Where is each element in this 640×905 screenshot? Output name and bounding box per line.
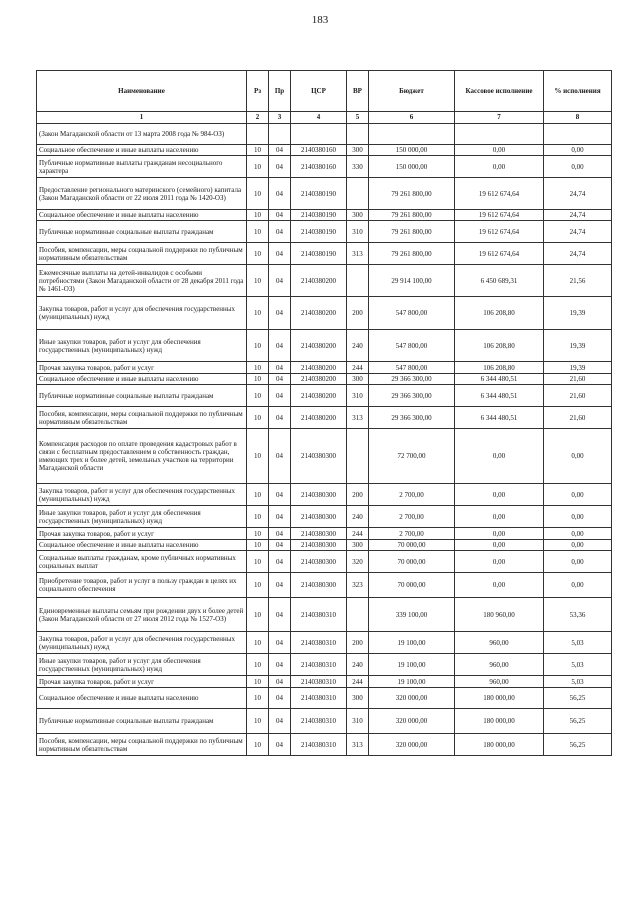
cell-pr: 04 [269,709,291,734]
cell-budget: 70 000,00 [369,573,455,598]
cell-cash: 0,00 [455,540,544,551]
cell-name: Закупка товаров, работ и услуг для обеспечения государственных (муниципальных) нужд [37,484,247,506]
cell-budget: 19 100,00 [369,632,455,654]
cell-csr: 2140380200 [291,385,347,407]
cell-vr: 244 [347,528,369,540]
cell-csr: 2140380200 [291,407,347,429]
cell-name: Социальное обеспечение и иные выплаты населению [37,540,247,551]
cell-csr: 2140380200 [291,297,347,330]
table-row [37,243,612,265]
cell-budget: 29 366 300,00 [369,407,455,429]
cell-cash: 0,00 [455,551,544,573]
cell-pr: 04 [269,654,291,676]
cell-csr: 2140380300 [291,573,347,598]
cell-name: Прочая закупка товаров, работ и услуг [37,676,247,688]
cell-percent: 0,00 [544,484,612,506]
cell-budget: 19 100,00 [369,676,455,688]
cell-csr [291,124,347,145]
cell-budget: 2 700,00 [369,506,455,528]
cell-rz: 10 [247,551,269,573]
cell-rz: 10 [247,734,269,756]
cell-cash: 0,00 [455,156,544,178]
cell-rz [247,124,269,145]
table-row [37,551,612,573]
cell-cash: 6 344 480,51 [455,374,544,385]
cell-csr: 2140380190 [291,210,347,221]
cell-vr: 244 [347,362,369,374]
cell-cash: 106 208,80 [455,297,544,330]
cell-pr: 04 [269,385,291,407]
cell-rz: 10 [247,385,269,407]
budget-execution-table [36,70,612,756]
cell-budget: 320 000,00 [369,734,455,756]
table-row [37,676,612,688]
cell-csr: 2140380160 [291,156,347,178]
cell-name: Публичные нормативные выплаты гражданам несоциального характера [37,156,247,178]
cell-csr: 2140380190 [291,221,347,243]
cell-rz: 10 [247,632,269,654]
cell-csr: 2140380200 [291,362,347,374]
cell-rz: 10 [247,221,269,243]
cell-vr: 300 [347,145,369,156]
cell-budget: 29 914 100,00 [369,265,455,297]
cell-vr: 200 [347,632,369,654]
cell-csr: 2140380300 [291,484,347,506]
cell-percent: 19,39 [544,362,612,374]
cell-name: Социальное обеспечение и иные выплаты населению [37,374,247,385]
cell-vr: 320 [347,551,369,573]
cell-budget: 29 366 300,00 [369,374,455,385]
cell-vr: 330 [347,156,369,178]
cell-percent: 0,00 [544,429,612,484]
cell-vr [347,429,369,484]
cell-pr: 04 [269,297,291,330]
cell-vr: 313 [347,243,369,265]
cell-pr: 04 [269,156,291,178]
cell-rz: 10 [247,407,269,429]
table-row [37,210,612,221]
table-row [37,429,612,484]
cell-cash: 19 612 674,64 [455,210,544,221]
cell-rz: 10 [247,506,269,528]
cell-name: Социальное обеспечение и иные выплаты населению [37,688,247,709]
cell-budget: 150 000,00 [369,156,455,178]
table-row [37,632,612,654]
cell-percent: 24,74 [544,178,612,210]
table-row [37,221,612,243]
cell-pr: 04 [269,265,291,297]
header-name: Наименование [37,71,247,112]
cell-budget: 320 000,00 [369,688,455,709]
cell-vr [347,265,369,297]
cell-vr: 300 [347,210,369,221]
cell-percent: 21,60 [544,385,612,407]
cell-vr: 313 [347,734,369,756]
cell-pr: 04 [269,506,291,528]
cell-pr: 04 [269,632,291,654]
cell-cash [455,124,544,145]
table-row [37,407,612,429]
table-row [37,330,612,362]
cell-rz: 10 [247,709,269,734]
cell-vr: 313 [347,407,369,429]
cell-csr: 2140380310 [291,676,347,688]
cell-budget: 29 366 300,00 [369,385,455,407]
cell-cash: 180 960,00 [455,598,544,632]
cell-name: Закупка товаров, работ и услуг для обеспечения государственных (муниципальных) нужд [37,632,247,654]
cell-name: Прочая закупка товаров, работ и услуг [37,528,247,540]
cell-percent: 0,00 [544,145,612,156]
cell-rz: 10 [247,598,269,632]
cell-budget: 79 261 800,00 [369,178,455,210]
cell-rz: 10 [247,330,269,362]
cell-percent: 24,74 [544,210,612,221]
cell-cash: 180 000,00 [455,734,544,756]
cell-csr: 2140380300 [291,540,347,551]
cell-vr: 240 [347,330,369,362]
cell-name: Единовременные выплаты семьям при рождении двух и более детей (Закон Магаданской области от 27 июля 2012 года № 1527-ОЗ) [37,598,247,632]
cell-pr: 04 [269,734,291,756]
cell-vr: 200 [347,484,369,506]
column-number: 1 [37,112,247,124]
cell-cash: 0,00 [455,484,544,506]
header-vr: ВР [347,71,369,112]
cell-pr: 04 [269,210,291,221]
table-row [37,484,612,506]
cell-percent: 5,03 [544,632,612,654]
cell-rz: 10 [247,210,269,221]
cell-budget: 70 000,00 [369,540,455,551]
table-body [37,124,612,756]
cell-pr: 04 [269,374,291,385]
cell-name: Социальное обеспечение и иные выплаты населению [37,210,247,221]
cell-pr: 04 [269,484,291,506]
cell-csr: 2140380200 [291,330,347,362]
cell-vr: 310 [347,385,369,407]
cell-percent: 5,03 [544,676,612,688]
cell-budget: 339 100,00 [369,598,455,632]
cell-vr: 240 [347,506,369,528]
cell-percent: 5,03 [544,654,612,676]
table-row [37,385,612,407]
cell-percent: 0,00 [544,573,612,598]
cell-vr: 300 [347,540,369,551]
cell-name: Публичные нормативные социальные выплаты гражданам [37,385,247,407]
table-row [37,573,612,598]
cell-rz: 10 [247,654,269,676]
cell-budget: 72 700,00 [369,429,455,484]
cell-percent: 19,39 [544,297,612,330]
cell-percent: 0,00 [544,156,612,178]
cell-vr: 300 [347,688,369,709]
column-number: 2 [247,112,269,124]
cell-cash: 0,00 [455,573,544,598]
header-budget: Бюджет [369,71,455,112]
cell-percent: 0,00 [544,506,612,528]
cell-csr: 2140380190 [291,243,347,265]
header-pr: Пр [269,71,291,112]
cell-budget: 2 700,00 [369,528,455,540]
cell-vr: 310 [347,221,369,243]
cell-pr: 04 [269,330,291,362]
cell-cash: 19 612 674,64 [455,178,544,210]
table-row [37,124,612,145]
cell-cash: 106 208,80 [455,362,544,374]
cell-percent: 0,00 [544,551,612,573]
cell-percent: 0,00 [544,540,612,551]
cell-budget: 19 100,00 [369,654,455,676]
cell-cash: 0,00 [455,429,544,484]
cell-vr [347,598,369,632]
cell-rz: 10 [247,676,269,688]
cell-percent: 56,25 [544,709,612,734]
cell-vr: 310 [347,709,369,734]
cell-rz: 10 [247,573,269,598]
table-row [37,362,612,374]
cell-csr: 2140380310 [291,709,347,734]
header-csr: ЦСР [291,71,347,112]
column-number: 8 [544,112,612,124]
cell-csr: 2140380300 [291,528,347,540]
cell-rz: 10 [247,540,269,551]
cell-csr: 2140380310 [291,654,347,676]
cell-cash: 19 612 674,64 [455,243,544,265]
cell-vr: 244 [347,676,369,688]
cell-percent: 21,60 [544,407,612,429]
header-row [37,71,612,112]
cell-cash: 0,00 [455,528,544,540]
cell-rz: 10 [247,178,269,210]
table-row [37,688,612,709]
cell-percent: 24,74 [544,243,612,265]
cell-name: Пособия, компенсации, меры социальной поддержки по публичным нормативным обязательствам [37,243,247,265]
cell-budget: 70 000,00 [369,551,455,573]
cell-name: Социальное обеспечение и иные выплаты населению [37,145,247,156]
cell-rz: 10 [247,265,269,297]
cell-name: Ежемесячные выплаты на детей-инвалидов с особыми потребностями (Закон Магаданской области от 28 декабря 2011 года № 1461-ОЗ) [37,265,247,297]
cell-cash: 960,00 [455,676,544,688]
cell-budget: 547 800,00 [369,297,455,330]
cell-rz: 10 [247,362,269,374]
cell-pr: 04 [269,429,291,484]
cell-name: Прочая закупка товаров, работ и услуг [37,362,247,374]
table-row [37,528,612,540]
cell-budget: 150 000,00 [369,145,455,156]
table-row [37,156,612,178]
cell-csr: 2140380300 [291,506,347,528]
cell-csr: 2140380310 [291,598,347,632]
cell-csr: 2140380310 [291,632,347,654]
header-cash: Кассовое исполнение [455,71,544,112]
cell-pr: 04 [269,573,291,598]
cell-vr: 300 [347,374,369,385]
cell-rz: 10 [247,528,269,540]
table-row [37,374,612,385]
cell-rz: 10 [247,374,269,385]
table-row [37,709,612,734]
cell-rz: 10 [247,484,269,506]
column-number: 5 [347,112,369,124]
cell-vr [347,124,369,145]
column-number: 4 [291,112,347,124]
cell-percent: 0,00 [544,528,612,540]
cell-rz: 10 [247,688,269,709]
cell-vr: 323 [347,573,369,598]
cell-cash: 6 450 689,31 [455,265,544,297]
cell-csr: 2140380310 [291,734,347,756]
cell-pr: 04 [269,407,291,429]
cell-name: Иные закупки товаров, работ и услуг для обеспечения государственных (муниципальных) нужд [37,330,247,362]
cell-name: (Закон Магаданской области от 13 марта 2008 года № 984-ОЗ) [37,124,247,145]
cell-rz: 10 [247,429,269,484]
cell-percent: 21,56 [544,265,612,297]
table-row [37,506,612,528]
table-row [37,265,612,297]
cell-name: Иные закупки товаров, работ и услуг для обеспечения государственных (муниципальных) нужд [37,654,247,676]
cell-pr: 04 [269,221,291,243]
cell-budget: 79 261 800,00 [369,243,455,265]
column-number-row [37,112,612,124]
cell-percent: 19,39 [544,330,612,362]
cell-budget [369,124,455,145]
cell-cash: 6 344 480,51 [455,385,544,407]
cell-cash: 0,00 [455,145,544,156]
cell-pr: 04 [269,598,291,632]
page-number: 183 [311,14,329,26]
header-rz: Рз [247,71,269,112]
cell-percent: 56,25 [544,688,612,709]
cell-pr [269,124,291,145]
cell-rz: 10 [247,145,269,156]
cell-pr: 04 [269,362,291,374]
cell-pr: 04 [269,540,291,551]
cell-name: Публичные нормативные социальные выплаты гражданам [37,221,247,243]
cell-csr: 2140380300 [291,429,347,484]
cell-name: Компенсация расходов по оплате проведения кадастровых работ в связи с бесплатным предоставлением в собственность граждан, имеющих трех и более детей, земельных участков на территории Магаданской области [37,429,247,484]
column-number: 7 [455,112,544,124]
cell-percent: 24,74 [544,221,612,243]
table-row [37,145,612,156]
cell-percent: 53,36 [544,598,612,632]
cell-cash: 6 344 480,51 [455,407,544,429]
cell-percent [544,124,612,145]
cell-name: Закупка товаров, работ и услуг для обеспечения государственных (муниципальных) нужд [37,297,247,330]
cell-budget: 79 261 800,00 [369,210,455,221]
cell-percent: 21,60 [544,374,612,385]
cell-budget: 547 800,00 [369,330,455,362]
cell-csr: 2140380200 [291,265,347,297]
table-row [37,297,612,330]
cell-name: Приобретение товаров, работ и услуг в пользу граждан в целях их социального обеспечения [37,573,247,598]
cell-percent: 56,25 [544,734,612,756]
cell-name: Предоставление регионального материнского (семейного) капитала (Закон Магаданской области от 22 июля 2011 года № 1420-ОЗ) [37,178,247,210]
cell-cash: 19 612 674,64 [455,221,544,243]
table-row [37,654,612,676]
cell-csr: 2140380300 [291,551,347,573]
cell-pr: 04 [269,688,291,709]
cell-vr: 240 [347,654,369,676]
cell-pr: 04 [269,243,291,265]
cell-cash: 180 000,00 [455,709,544,734]
cell-pr: 04 [269,528,291,540]
cell-name: Пособия, компенсации, меры социальной поддержки по публичным нормативным обязательствам [37,407,247,429]
table-row [37,598,612,632]
cell-name: Социальные выплаты гражданам, кроме публичных нормативных социальных выплат [37,551,247,573]
cell-pr: 04 [269,145,291,156]
cell-name: Иные закупки товаров, работ и услуг для обеспечения государственных (муниципальных) нужд [37,506,247,528]
cell-cash: 180 000,00 [455,688,544,709]
cell-name: Публичные нормативные социальные выплаты гражданам [37,709,247,734]
cell-rz: 10 [247,297,269,330]
cell-vr [347,178,369,210]
cell-budget: 320 000,00 [369,709,455,734]
cell-name: Пособия, компенсации, меры социальной поддержки по публичным нормативным обязательствам [37,734,247,756]
cell-cash: 0,00 [455,506,544,528]
cell-cash: 960,00 [455,654,544,676]
cell-csr: 2140380160 [291,145,347,156]
column-number: 6 [369,112,455,124]
header-percent: % исполнения [544,71,612,112]
cell-cash: 960,00 [455,632,544,654]
cell-csr: 2140380200 [291,374,347,385]
cell-csr: 2140380310 [291,688,347,709]
cell-vr: 200 [347,297,369,330]
cell-pr: 04 [269,551,291,573]
table-row [37,178,612,210]
cell-rz: 10 [247,156,269,178]
cell-pr: 04 [269,676,291,688]
cell-csr: 2140380190 [291,178,347,210]
cell-rz: 10 [247,243,269,265]
cell-pr: 04 [269,178,291,210]
table-row [37,540,612,551]
table-row [37,734,612,756]
column-number: 3 [269,112,291,124]
cell-budget: 547 800,00 [369,362,455,374]
cell-budget: 2 700,00 [369,484,455,506]
cell-budget: 79 261 800,00 [369,221,455,243]
cell-cash: 106 208,80 [455,330,544,362]
